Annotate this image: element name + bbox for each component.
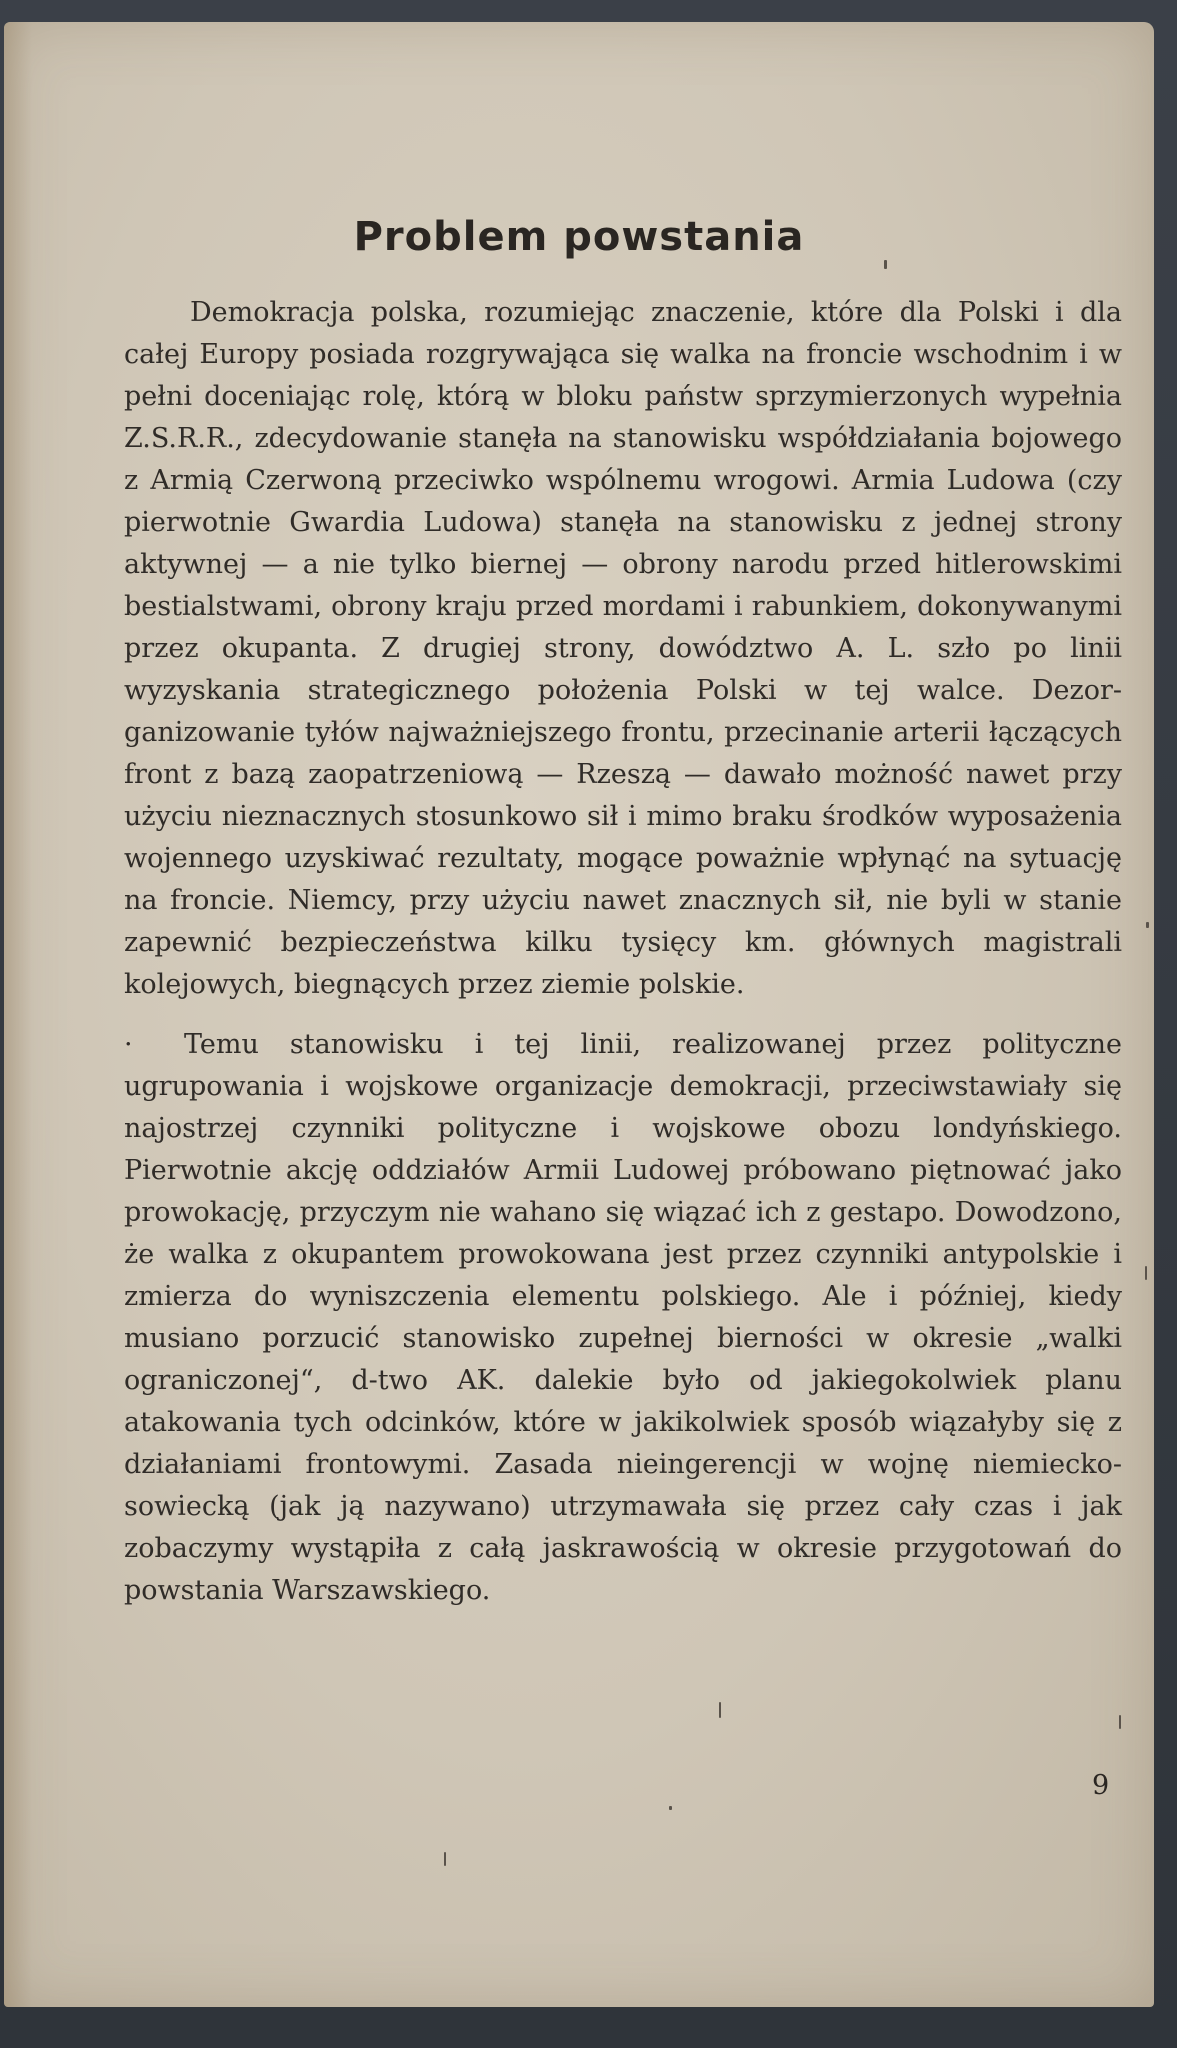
paragraph-2-wrapper bbox=[124, 1024, 1122, 1612]
page-number: 9 bbox=[1092, 1770, 1110, 1801]
paragraph-1: Demokracja polska, rozumiejąc znaczenie, które dla Polski i dla całej Europy posiada rozgrywająca się walka na froncie wschodnim i w pełni doceniając rolę, którą w bloku państw sprzymierzonych wypełnia Z.S.R.R., zdecydowanie stanęła na stanowisku współdziałania bojowego z Armią Czerwoną przeciwko wspólnemu wrogowi. Armia Ludowa (czy pierwotnie Gwardia Ludowa) stanęła na stanowisku z jednej strony aktywnej — a nie tylko biernej — obrony narodu przed hitlerowskimi bestialstwami, obrony kraju przed mordami i rabunkiem, dokonywanymi przez okupanta. Z drugiej strony, dowództwo A. L. szło po linii wyzyskania strategicznego położenia Polski w tej walce. Dezorganizowanie tyłów najważniejszego frontu, przecinanie arterii łączących front z bazą zaopatrzeniową — Rzeszą — dawało możność nawet przy użyciu nieznacznych stosunkowo sił i mimo braku środków wyposażenia wojennego uzyskiwać rezultaty, mogące poważnie wpłynąć na sytuację na froncie. Niemcy, przy użyciu nawet znacznych sił, nie byli w stanie zapewnić bezpieczeństwa kilku tysięcy km. głównych magistrali kolejowych, biegnących przez ziemie polskie. bbox=[124, 297, 1122, 1000]
paper-speck bbox=[1146, 922, 1149, 928]
paragraph-bullet-mark: · bbox=[124, 1029, 133, 1060]
paper-speck bbox=[1145, 1266, 1147, 1280]
paragraph-2: Temu stanowisku i tej linii, realizowanej przez polityczne ugrupowania i wojskowe organizacje demokracji, przeciwstawiały się najostrzej czynniki polityczne i wojskowe obozu londyńskiego. Pierwotnie akcję oddziałów Armii Ludowej próbowano piętnować jako prowokację, przyczym nie wahano się wiązać ich z gestapo. Dowodzono, że walka z okupantem prowokowana jest przez czynniki antypolskie i zmierza do wyniszczenia elementu polskiego. Ale i później, kiedy musiano porzucić stanowisko zupełnej bierności w okresie „walki ograniczonej“, d-two AK. dalekie było od jakiegokolwiek planu atakowania tych odcinków, które w jakikolwiek sposób wiązałyby się z działaniami frontowymi. Zasada nieingerencji w wojnę niemiecko-sowiecką (jak ją nazywano) utrzymawała się przez cały czas i jak zobaczymy wystąpiła z całą jaskrawością w okresie przygotowań do powstania Warszawskiego. bbox=[124, 1029, 1122, 1606]
paper-speck bbox=[1119, 1715, 1121, 1729]
chapter-title: Problem powstania bbox=[353, 214, 805, 260]
page-binding-shadow bbox=[4, 22, 32, 2007]
paper-speck bbox=[884, 260, 887, 269]
paper-speck bbox=[719, 1702, 721, 1718]
paper-speck bbox=[444, 1852, 446, 1866]
book-page bbox=[4, 22, 1154, 2007]
paper-speck bbox=[669, 1806, 672, 1810]
body-text bbox=[124, 292, 1122, 1612]
